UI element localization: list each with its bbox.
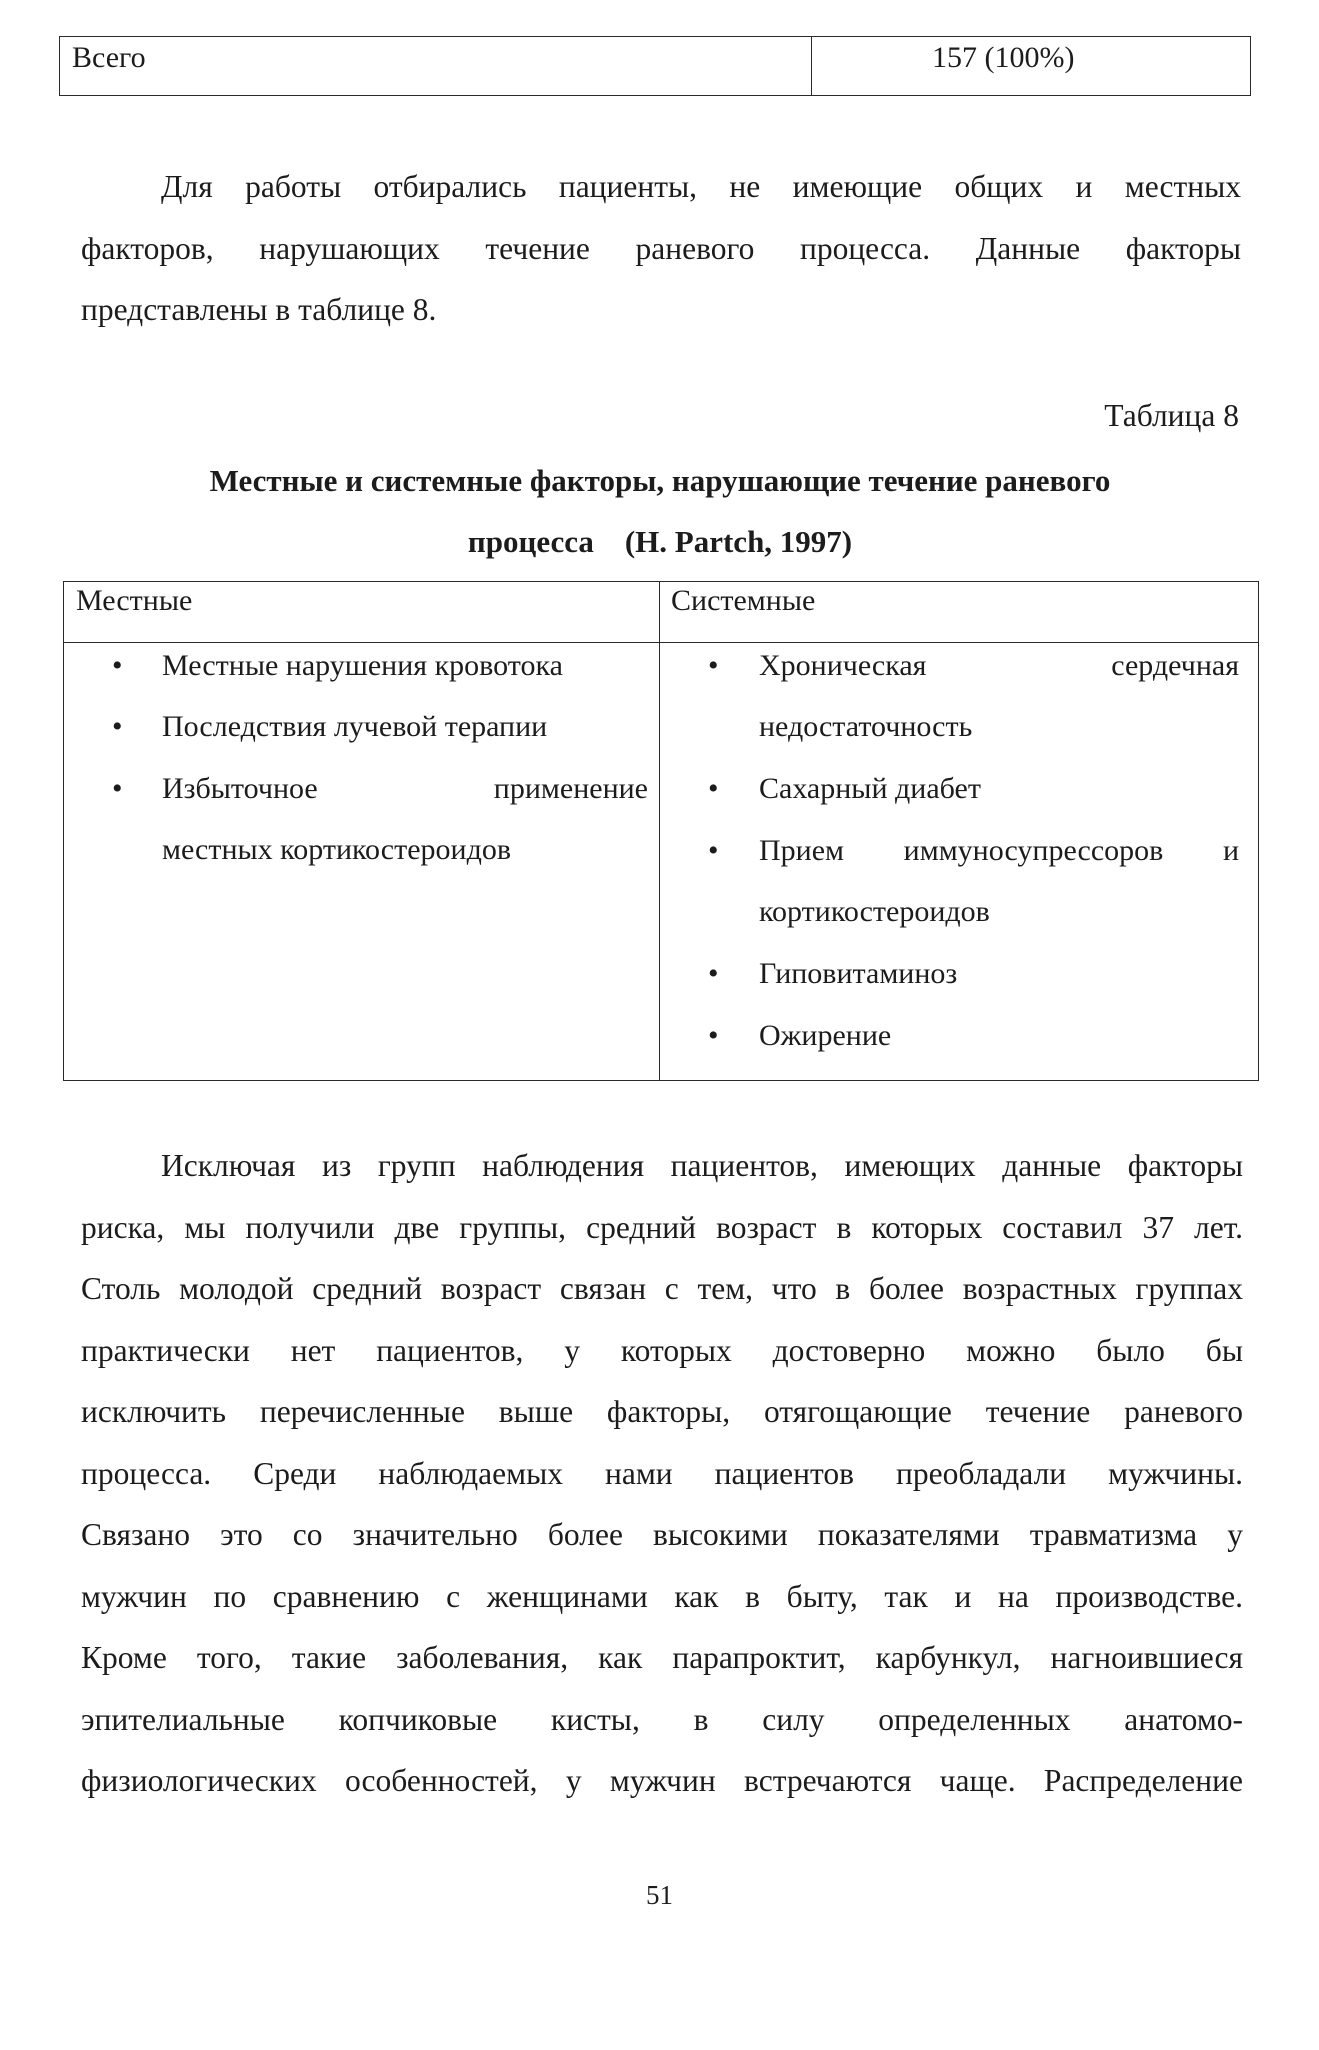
local-factors-column [64,643,660,1080]
list-item-line: Хроническая сердечная [759,649,1239,682]
bullet-icon: • [708,1019,719,1052]
bullet-icon: • [708,772,719,805]
list-item: Ожирение [759,1019,892,1052]
list-item-continuation: кортикостероидов [759,895,990,928]
list-item: Гиповитаминоз [759,957,958,990]
list-item [759,820,1239,882]
table-number-label: Таблица 8 [1104,398,1239,433]
factors-table-header [64,582,1258,643]
bullet-icon: • [112,649,123,682]
list-item [759,635,1239,697]
intro-paragraph [81,156,1241,341]
paragraph-line: физиологических особенностей, у мужчин встречаются чаще. Распределение [81,1763,1243,1798]
paragraph-line: Связано это со значительно более высокими показателями травматизма у [81,1517,1243,1552]
bullet-icon: • [708,649,719,682]
list-item-continuation: недостаточность [759,710,973,743]
list-item-continuation: местных кортикостероидов [162,833,512,866]
paragraph-line: эпителиальные копчиковые кисты, в силу определенных анатомо- [81,1701,1243,1737]
bullet-icon: • [708,834,719,867]
table-title-line-2: процесса (H. Partch, 1997) [467,524,853,559]
bullet-icon: • [112,710,123,743]
paragraph-line: факторов, нарушающих течение раневого процесса. Данные факторы [81,230,1241,266]
paragraph-line: Исключая из групп наблюдения пациентов, имеющих данные факторы [161,1148,1243,1183]
systemic-factors-column [660,643,1258,1080]
paragraph-line: практически нет пациентов, у которых достоверно можно было бы [81,1332,1243,1368]
list-item [162,758,648,820]
header-systemic: Системные [671,584,816,617]
summary-value-cell: 157 (100%) [932,41,1075,74]
factors-table-body [64,643,1258,1080]
paragraph-line: исключить перечисленные выше факторы, отягощающие течение раневого [81,1394,1243,1429]
list-item: Местные нарушения кровотока [162,649,563,682]
paragraph-line: риска, мы получили две группы, средний возраст в которых составил 37 лет. [81,1209,1243,1245]
paragraph-line: представлены в таблице 8. [81,292,437,327]
paragraph-line: Кроме того, такие заболевания, как парапроктит, карбункул, нагноившиеся [81,1640,1243,1675]
paragraph-line: мужчин по сравнению с женщинами как в быту, так и на производстве. [81,1578,1243,1614]
bullet-icon: • [112,772,123,805]
main-paragraph [81,1135,1243,1812]
list-item: Последствия лучевой терапии [162,710,548,743]
paragraph-line: Для работы отбирались пациенты, не имеющие общих и местных [161,169,1241,204]
table-title-line-1: Местные и системные факторы, нарушающие течение раневого [209,463,1111,498]
list-item-line: Избыточное применение [162,772,648,805]
list-item-line: Прием иммуносупрессоров и [759,834,1239,867]
header-local: Местные [64,582,660,642]
summary-label-cell: Всего [60,37,812,95]
factors-table [63,581,1259,1081]
paragraph-line: процесса. Среди наблюдаемых нами пациентов преобладали мужчины. [81,1455,1243,1491]
bullet-icon: • [708,957,719,990]
summary-table-row [59,36,1251,96]
list-item: Сахарный диабет [759,772,981,805]
page-number: 51 [646,1880,673,1910]
paragraph-line: Столь молодой средний возраст связан с тем, что в более возрастных группах [81,1271,1243,1306]
